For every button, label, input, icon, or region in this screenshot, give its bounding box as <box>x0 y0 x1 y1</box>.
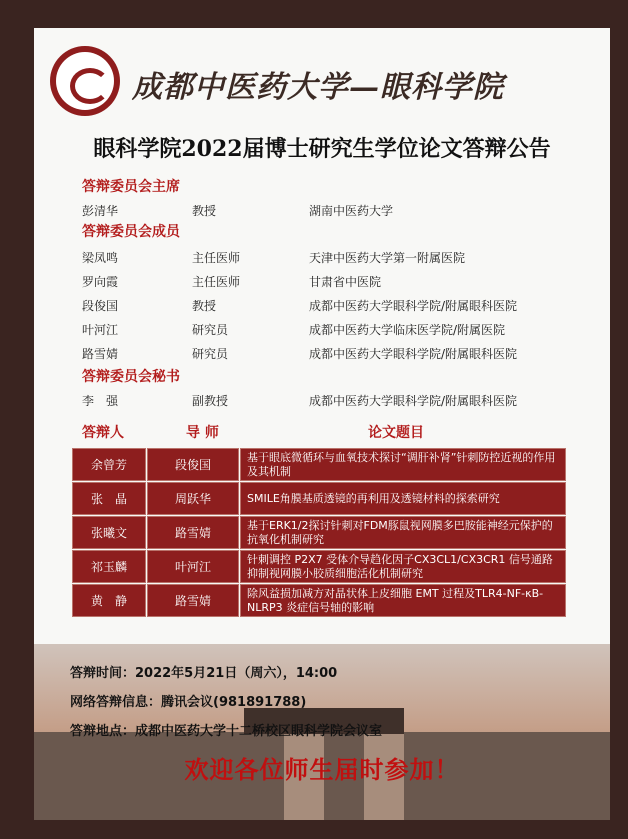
topic-cell: 针刺调控 P2X7 受体介导趋化因子CX3CL1/CX3CR1 信号通路抑制视网膜小胶质细胞活化机制研究 <box>240 550 566 583</box>
defense-time: 答辩时间：2022年5月21日（周六），14:00 <box>70 666 338 681</box>
student-cell: 张曦文 <box>72 516 146 549</box>
committee-row <box>82 345 582 363</box>
member-org: 湖南中医药大学 <box>309 204 394 218</box>
committee-row <box>82 321 582 339</box>
member-name: 叶河江 <box>82 323 119 337</box>
member-org: 天津中医药大学第一附属医院 <box>309 251 466 265</box>
topic-cell: SMILE角膜基质透镜的再利用及透镜材料的探索研究 <box>240 482 566 515</box>
member-org: 成都中医药大学眼科学院/附属眼科医院 <box>309 347 518 361</box>
topic-cell: 基于眼底微循环与血氧技术探讨“调肝补肾”针刺防控近视的作用及其机制 <box>240 448 566 481</box>
col-topic-header: 论文题目 <box>368 425 424 441</box>
member-title: 主任医师 <box>192 275 241 289</box>
student-cell: 祁玉麟 <box>72 550 146 583</box>
col-advisor-header: 导 师 <box>186 425 219 441</box>
member-name: 罗向霞 <box>82 275 119 289</box>
advisor-cell: 周跃华 <box>147 482 239 515</box>
member-org: 成都中医药大学临床医学院/附属医院 <box>309 323 506 337</box>
advisor-cell: 段俊国 <box>147 448 239 481</box>
committee-row <box>82 249 582 267</box>
topic-cell: 基于ERK1/2探讨针刺对FDM豚鼠视网膜多巴胺能神经元保护的抗氧化机制研究 <box>240 516 566 549</box>
col-student-header: 答辩人 <box>82 425 124 441</box>
school-name: 成都中医药大学—眼科学院 <box>132 70 504 105</box>
defense-table <box>72 448 566 618</box>
topic-cell: 除风益损加减方对晶状体上皮细胞 EMT 过程及TLR4-NF-κB-NLRP3 炎症信号轴的影响 <box>240 584 566 617</box>
table-row <box>72 584 566 617</box>
defense-location: 答辩地点：成都中医药大学十二桥校区眼科学院会议室 <box>70 724 383 739</box>
poster-page <box>34 28 610 820</box>
advisor-cell: 路雪婧 <box>147 584 239 617</box>
member-org: 甘肃省中医院 <box>309 275 382 289</box>
university-logo-icon <box>50 46 120 116</box>
student-cell: 余曾芳 <box>72 448 146 481</box>
secretary-row <box>82 392 582 410</box>
member-title: 主任医师 <box>192 251 241 265</box>
member-title: 研究员 <box>192 323 229 337</box>
committee-row <box>82 297 582 315</box>
student-cell: 黄 静 <box>72 584 146 617</box>
advisor-cell: 路雪婧 <box>147 516 239 549</box>
member-title: 研究员 <box>192 347 229 361</box>
table-row <box>72 550 566 583</box>
table-row <box>72 482 566 515</box>
member-name: 李 强 <box>82 394 119 408</box>
member-title: 教授 <box>192 299 217 313</box>
chair-heading: 答辩委员会主席 <box>82 179 180 195</box>
student-cell: 张 晶 <box>72 482 146 515</box>
table-row <box>72 448 566 481</box>
member-title: 副教授 <box>192 394 229 408</box>
member-name: 彭清华 <box>82 204 119 218</box>
poster-title: 眼科学院2022届博士研究生学位论文答辩公告 <box>93 136 551 162</box>
committee-heading: 答辩委员会成员 <box>82 224 180 240</box>
member-org: 成都中医药大学眼科学院/附属眼科医院 <box>309 394 518 408</box>
member-name: 段俊国 <box>82 299 119 313</box>
online-meeting-info: 网络答辩信息：腾讯会议(981891788) <box>70 695 307 710</box>
member-title: 教授 <box>192 204 217 218</box>
committee-row <box>82 273 582 291</box>
secretary-heading: 答辩委员会秘书 <box>82 369 180 385</box>
advisor-cell: 叶河江 <box>147 550 239 583</box>
welcome-banner: 欢迎各位师生届时参加！ <box>184 756 460 784</box>
chair-row <box>82 202 582 220</box>
member-org: 成都中医药大学眼科学院/附属眼科医院 <box>309 299 518 313</box>
table-row <box>72 516 566 549</box>
member-name: 梁凤鸣 <box>82 251 119 265</box>
member-name: 路雪婧 <box>82 347 119 361</box>
poster-header <box>34 28 610 128</box>
